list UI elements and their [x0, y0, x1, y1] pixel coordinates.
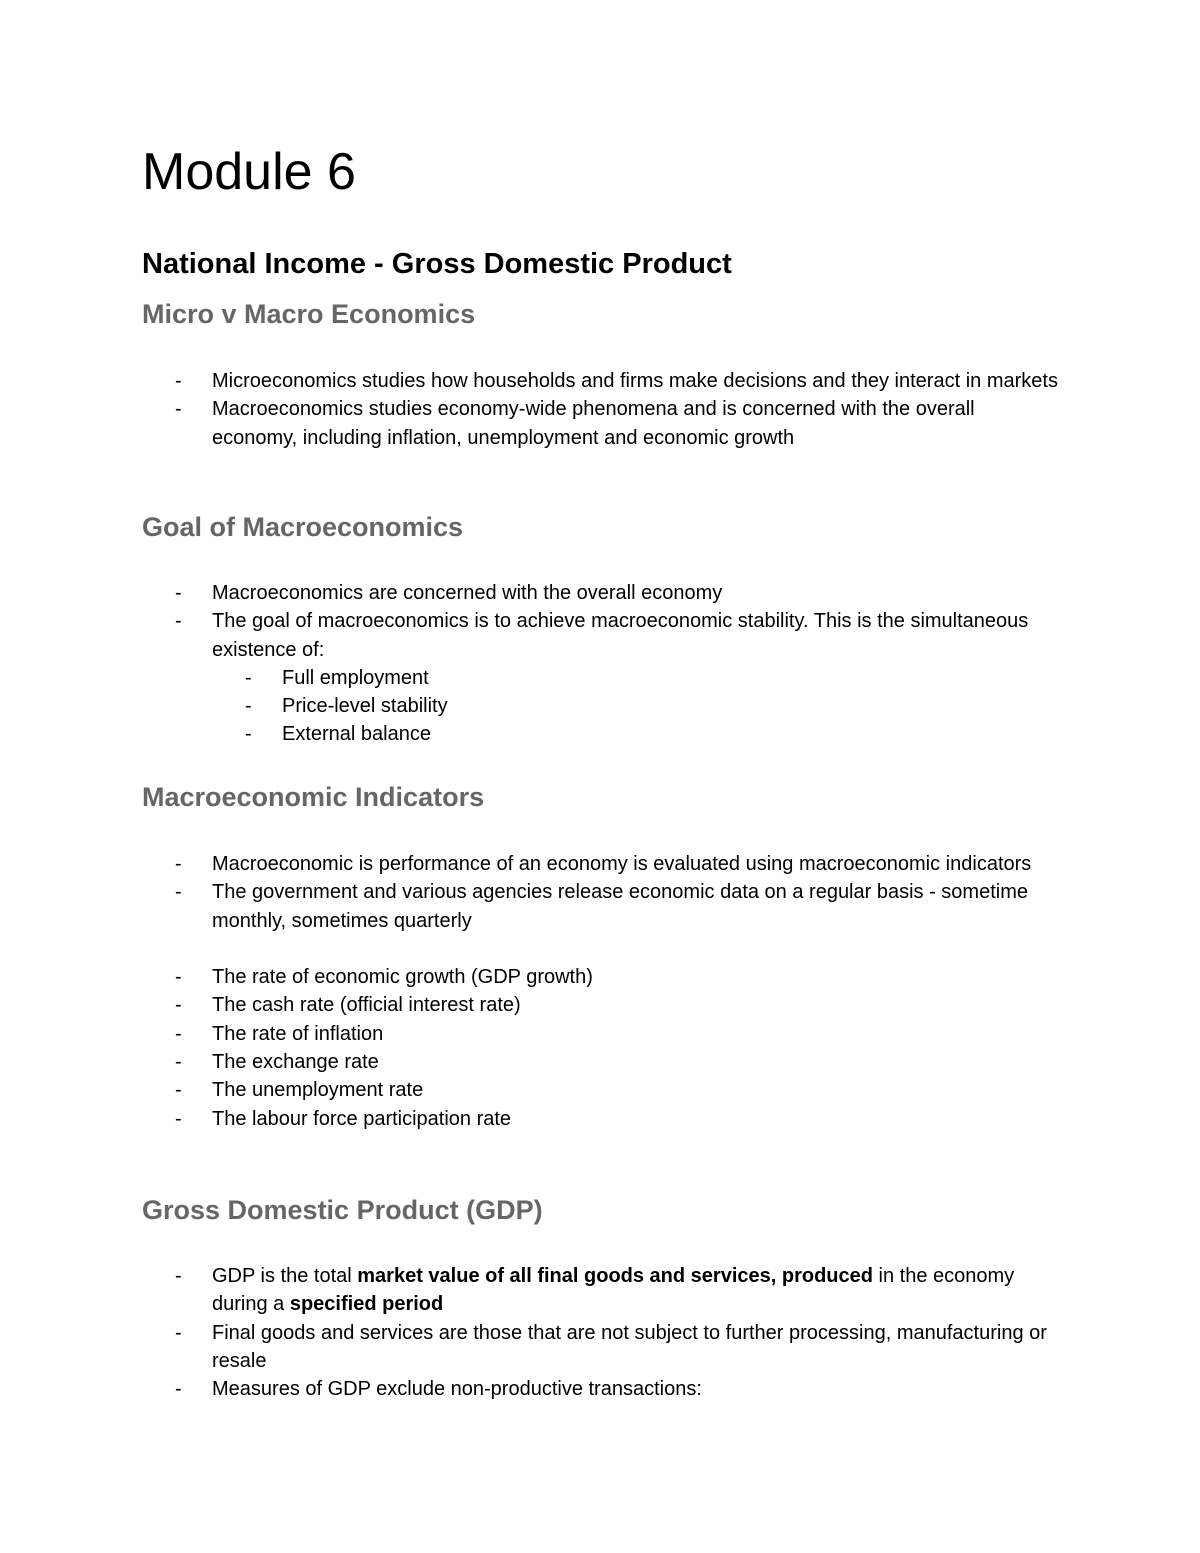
goal-list [142, 579, 1062, 749]
list-item-text: Full employment [282, 666, 429, 689]
list-item-text: The rate of inflation [212, 1022, 384, 1045]
text-run: in the economy during a [212, 1265, 1015, 1316]
bullet-dash: - [175, 1051, 182, 1074]
bullet-dash: - [175, 1079, 182, 1102]
list-item [142, 579, 1062, 607]
list-item-text: Final goods and services are those that are not subject to further processing, manufacturing or resale [212, 1321, 1047, 1372]
list-item-text: The cash rate (official interest rate) [212, 994, 521, 1017]
sub-list-item [142, 664, 1062, 692]
section-heading-gdp: Gross Domestic Product (GDP) [142, 1195, 543, 1225]
bullet-dash: - [175, 1321, 182, 1344]
indicator-item [142, 1076, 1062, 1104]
bullet-dash: - [175, 398, 182, 421]
list-item [142, 367, 1062, 395]
list-item [142, 607, 1062, 664]
list-item-text: The labour force participation rate [212, 1107, 512, 1130]
list-item [142, 1262, 1062, 1319]
list-item-text: The government and various agencies release economic data on a regular basis - sometime monthly, sometimes quarterly [212, 881, 1028, 932]
gdp-list [142, 1262, 1062, 1403]
list-item-text: The unemployment rate [212, 1079, 424, 1102]
list-item [142, 850, 1062, 878]
list-item-text: Microeconomics studies how households and firms make decisions and they interact in markets [212, 370, 1058, 392]
list-item [142, 395, 1062, 452]
list-spacer [142, 935, 1062, 963]
text-run: GDP is the total [212, 1265, 358, 1287]
indicator-item [142, 991, 1062, 1019]
bold-text: market value of all final goods and services, produced [357, 1265, 873, 1287]
bullet-dash: - [175, 881, 182, 904]
list-item-text: Macroeconomic is performance of an economy is evaluated using macroeconomic indicators [212, 853, 1032, 875]
bullet-dash: - [175, 610, 182, 633]
list-item-text: The exchange rate [212, 1051, 379, 1074]
micro-macro-list [142, 367, 1062, 452]
sub-list-item [142, 720, 1062, 748]
page-title: Module 6 [142, 143, 356, 201]
indicator-item [142, 1020, 1062, 1048]
gdp-definition-text [212, 1265, 1014, 1315]
list-item [142, 1375, 1062, 1403]
list-item [142, 878, 1062, 935]
list-item-text: Measures of GDP exclude non-productive transactions: [212, 1378, 702, 1401]
indicators-list [142, 850, 1062, 1133]
bullet-dash: - [175, 582, 182, 604]
list-item [142, 1319, 1062, 1376]
list-item-text: External balance [282, 723, 431, 746]
section-heading-indicators: Macroeconomic Indicators [142, 782, 485, 812]
indicator-item [142, 1048, 1062, 1076]
list-item-text: Macroeconomics studies economy-wide phenomena and is concerned with the overall economy, including inflation, unemployment and economic growth [212, 398, 975, 449]
list-item-text: The goal of macroeconomics is to achieve macroeconomic stability. This is the simultaneous existence of: [212, 610, 1029, 661]
list-item-text: Macroeconomics are concerned with the overall economy [212, 582, 723, 604]
list-item-text: Price-level stability [282, 695, 448, 718]
bullet-dash: - [175, 994, 182, 1017]
bullet-dash: - [175, 966, 182, 989]
bullet-dash: - [245, 723, 252, 746]
bullet-dash: - [175, 853, 182, 875]
bullet-dash: - [245, 666, 252, 689]
bold-text: specified period [289, 1293, 444, 1316]
section-heading-micro-macro: Micro v Macro Economics [142, 299, 476, 329]
sub-list-item [142, 692, 1062, 720]
bullet-dash: - [245, 695, 252, 718]
indicator-item [142, 963, 1062, 991]
list-item-text: The rate of economic growth (GDP growth) [212, 966, 593, 989]
page-subtitle: National Income - Gross Domestic Product [142, 248, 732, 280]
bullet-dash: - [175, 1022, 182, 1045]
section-heading-goal: Goal of Macroeconomics [142, 512, 464, 542]
bullet-dash: - [175, 1378, 182, 1401]
indicator-item [142, 1105, 1062, 1133]
bullet-dash: - [175, 370, 182, 392]
bullet-dash: - [175, 1107, 182, 1130]
bullet-dash: - [175, 1265, 182, 1287]
